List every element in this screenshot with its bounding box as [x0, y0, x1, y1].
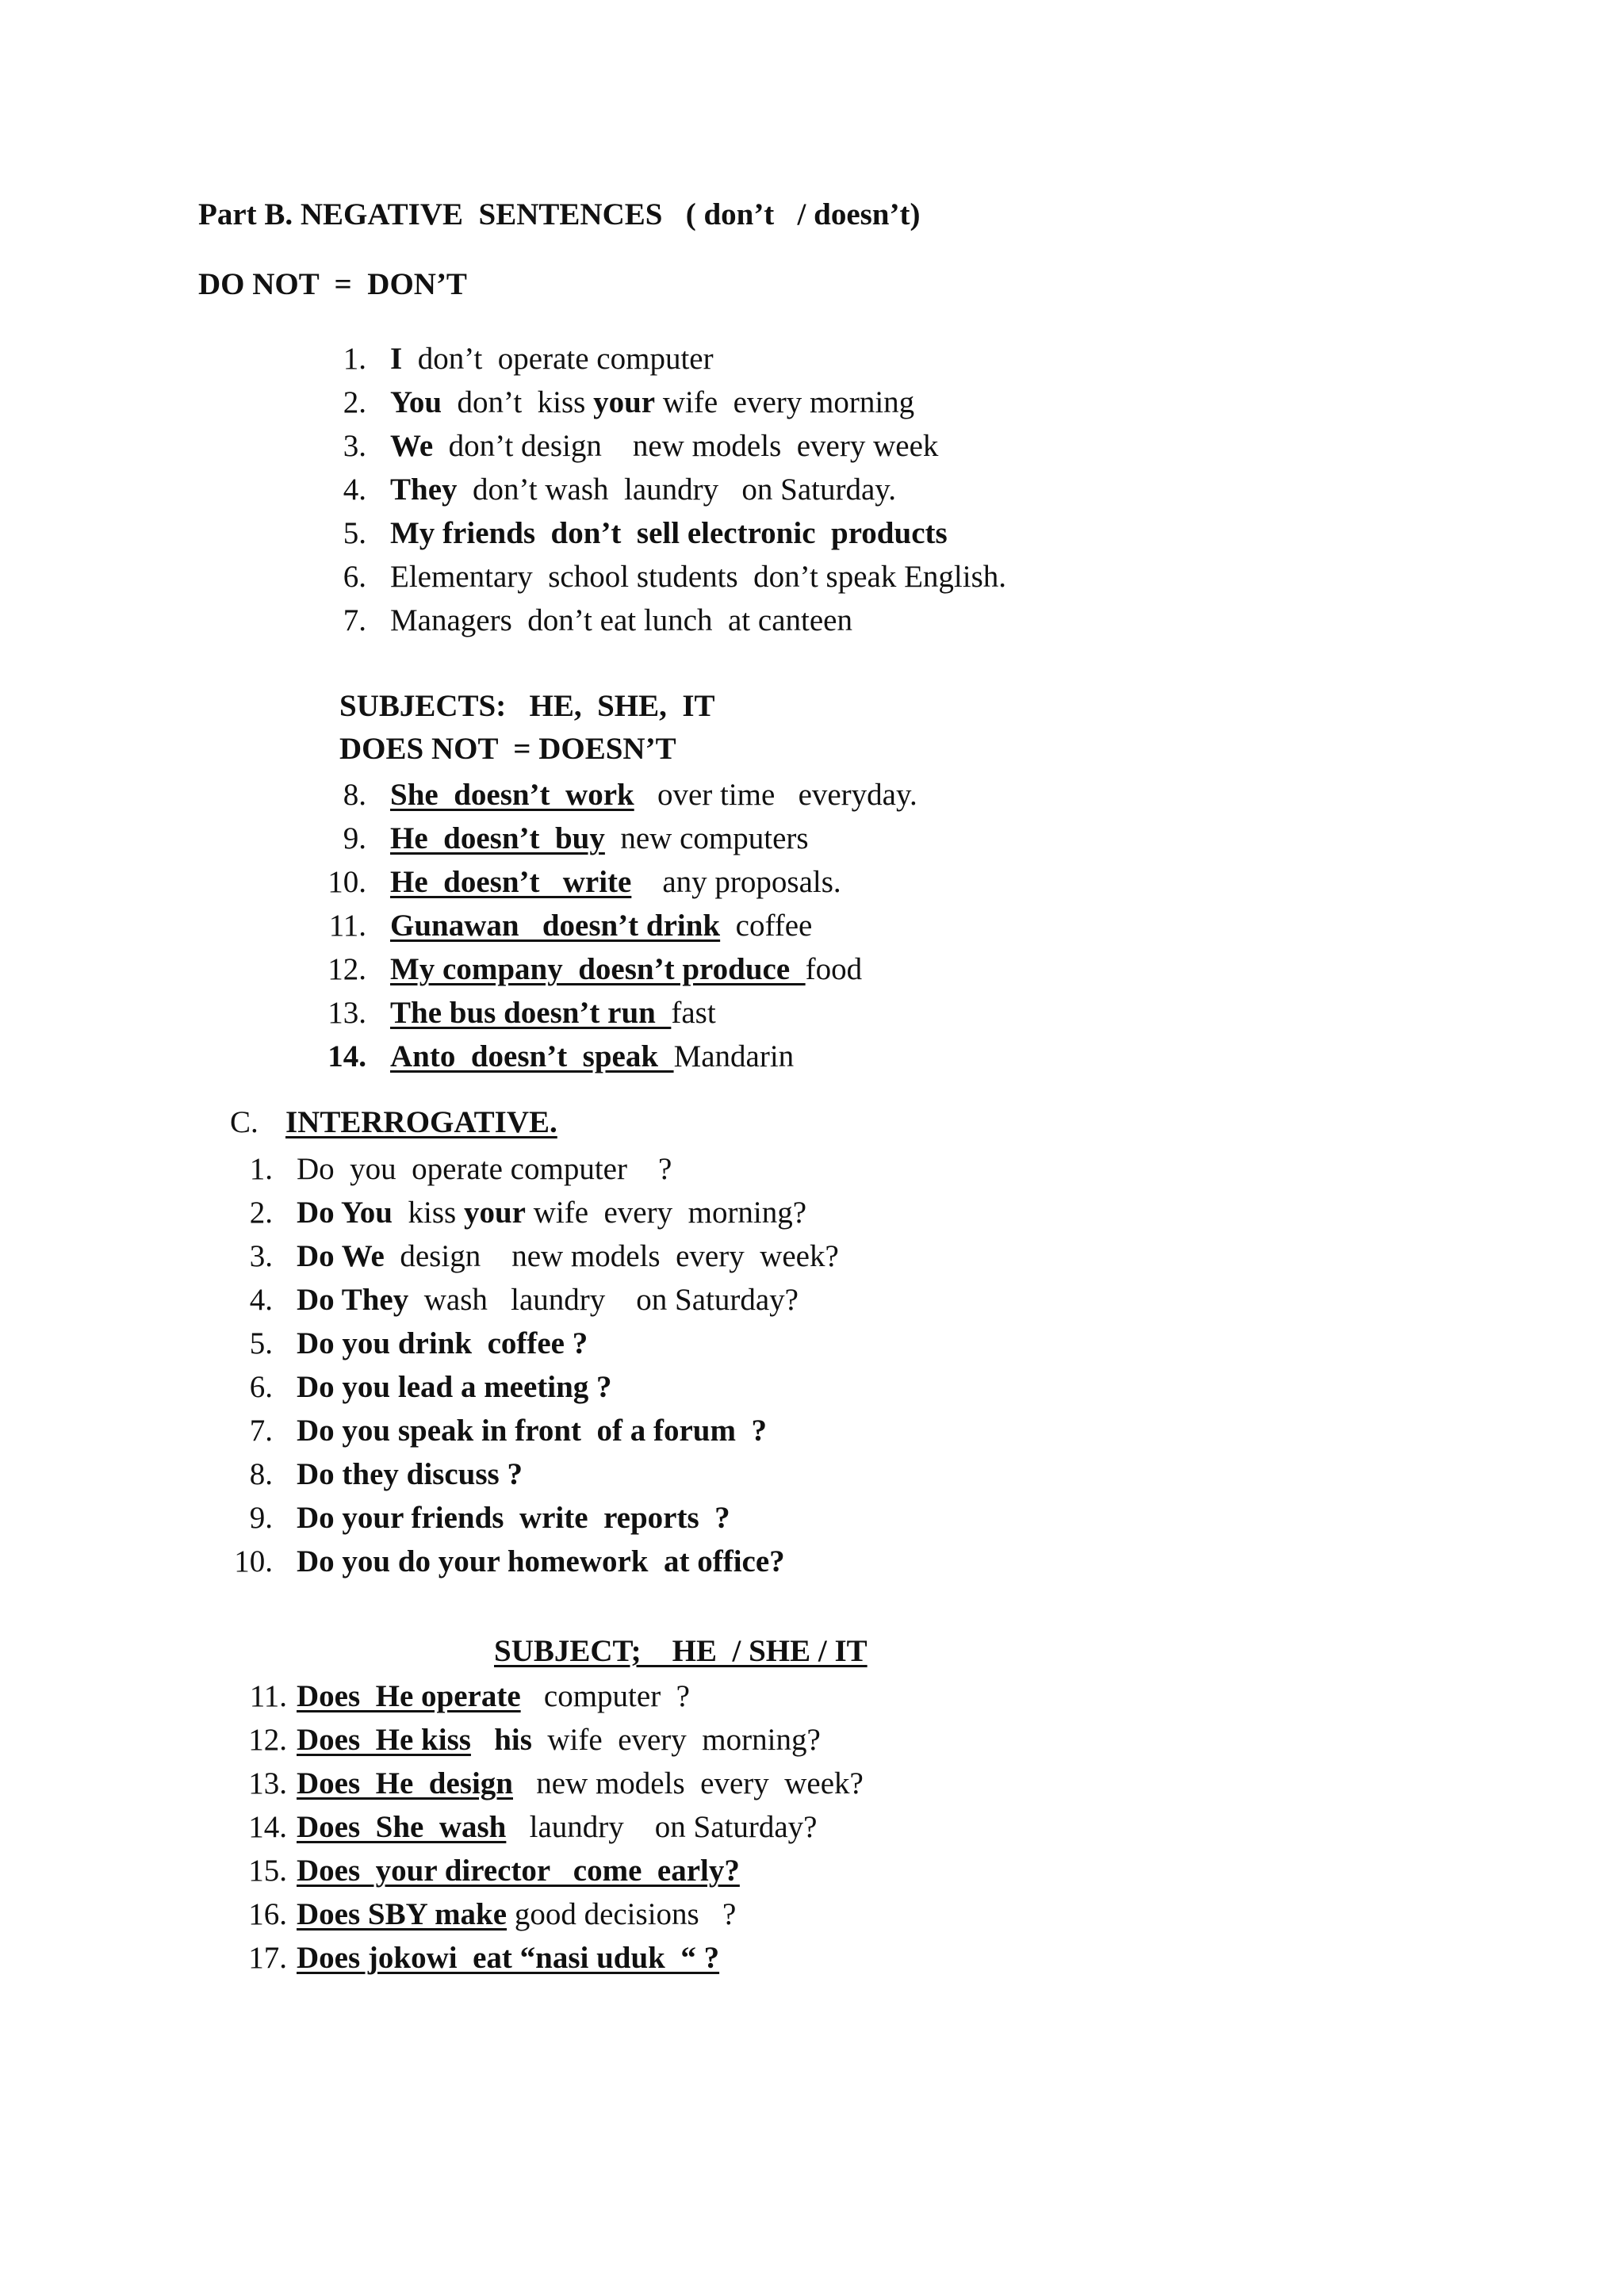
list-item-text: They	[390, 473, 458, 507]
list-item-text: Elementary school students don’t speak English.	[390, 560, 1006, 594]
list-item-text: your	[593, 385, 656, 419]
list-item	[390, 777, 917, 813]
list-item-text: design new models every week?	[384, 1239, 839, 1273]
list-item-text: Does jokowi eat “nasi uduk “ ?	[297, 1941, 720, 1975]
part-c-letter: C.	[230, 1105, 259, 1139]
list-item	[390, 385, 914, 421]
list-item-text: Does He design	[297, 1766, 513, 1800]
list-item-text: Do We	[297, 1239, 385, 1273]
subject-he-she-it-heading: SUBJECT; HE / SHE / IT	[494, 1634, 868, 1668]
list-item-number: 12.	[248, 1723, 287, 1757]
list-item-number: 11.	[328, 909, 366, 943]
list-item	[390, 864, 841, 901]
list-item-number: 13.	[327, 996, 366, 1030]
list-item-number: 7.	[343, 603, 366, 637]
list-item	[297, 1195, 806, 1231]
list-item	[390, 951, 862, 988]
list-item-text: coffee	[720, 909, 813, 943]
list-item-number: 10.	[234, 1544, 273, 1578]
list-item	[297, 1896, 736, 1933]
list-item-text: your	[463, 1196, 526, 1230]
list-item-text: kiss	[393, 1196, 464, 1230]
list-item-text: He doesn’t buy	[390, 821, 605, 855]
list-item-number: 7.	[249, 1414, 273, 1448]
list-item-text: food	[805, 952, 863, 986]
list-item	[297, 1326, 588, 1362]
list-item-text: I	[390, 342, 403, 376]
list-item-number: 5.	[343, 516, 366, 550]
list-item	[297, 1282, 799, 1318]
list-item-text: Gunawan doesn’t drink	[390, 909, 721, 943]
list-item-text: Do You	[297, 1196, 393, 1230]
list-item-number: 9.	[249, 1501, 273, 1535]
list-item-text: Does She wash	[297, 1810, 507, 1844]
list-item-number: 1.	[343, 342, 366, 376]
list-item-text: Mandarin	[673, 1039, 795, 1073]
list-item-text: don’t operate computer	[402, 342, 714, 376]
list-item-text: You	[390, 385, 442, 419]
list-item-number: 16.	[248, 1897, 287, 1931]
list-item-number: 9.	[343, 821, 366, 855]
list-item-text: don’t kiss	[442, 385, 594, 419]
list-item-number: 11.	[249, 1679, 287, 1713]
list-item	[297, 1544, 785, 1580]
list-item	[297, 1678, 690, 1715]
list-item-text: My friends don’t sell electronic products	[390, 516, 948, 550]
part-b-heading: Part B. NEGATIVE SENTENCES ( don’t / doesn’t)	[198, 197, 921, 232]
list-item	[390, 603, 852, 639]
list-item-number: 12.	[327, 952, 366, 986]
list-item-number: 15.	[248, 1854, 287, 1888]
list-item-text: don’t wash laundry on Saturday.	[457, 473, 897, 507]
list-item-text: wife every morning?	[531, 1723, 821, 1757]
list-item-text: Do you speak in front of a forum ?	[297, 1414, 767, 1448]
list-item	[390, 1039, 794, 1075]
list-item-number: 4.	[249, 1283, 273, 1317]
list-item-text: his	[494, 1723, 532, 1757]
list-item-text: The bus doesn’t run	[390, 996, 672, 1030]
list-item	[297, 1940, 719, 1976]
list-item	[297, 1853, 740, 1889]
list-item-text: She doesn’t work	[390, 778, 634, 812]
list-item-number: 2.	[249, 1196, 273, 1230]
list-item-text: wife every morning	[655, 385, 915, 419]
list-item	[390, 559, 1006, 595]
list-item	[297, 1238, 839, 1275]
list-item-text: He doesn’t write	[390, 865, 632, 899]
list-item-text: Do you lead a meeting ?	[297, 1370, 612, 1404]
list-item-text: Do your friends write reports ?	[297, 1501, 730, 1535]
list-item-number: 5.	[249, 1326, 273, 1360]
list-item-number: 4.	[343, 473, 366, 507]
list-item-number: 17.	[248, 1941, 287, 1975]
list-item-text: Do you operate computer ?	[297, 1152, 672, 1186]
list-item-number: 1.	[249, 1152, 273, 1186]
list-item-text: laundry on Saturday?	[506, 1810, 818, 1844]
list-item-number: 6.	[249, 1370, 273, 1404]
list-item-text: computer ?	[520, 1679, 690, 1713]
list-item-number: 10.	[327, 865, 366, 899]
list-item-text: fast	[671, 996, 716, 1030]
list-item-text: My company doesn’t produce	[390, 952, 806, 986]
list-item-number: 6.	[343, 560, 366, 594]
list-item	[390, 341, 714, 377]
list-item	[297, 1369, 612, 1406]
list-item-text: Do They	[297, 1283, 409, 1317]
list-item	[390, 472, 896, 508]
interrogative-heading: INTERROGATIVE.	[285, 1105, 557, 1139]
subjects-label: SUBJECTS: HE, SHE, IT	[339, 689, 715, 723]
list-item-text: Does your director come early?	[297, 1854, 740, 1888]
list-item	[297, 1809, 817, 1846]
list-item	[297, 1456, 523, 1493]
list-item	[297, 1151, 672, 1188]
list-item-text: don’t design new models every week	[433, 429, 939, 463]
list-item-text: Anto doesn’t speak	[390, 1039, 674, 1073]
list-item-number: 3.	[249, 1239, 273, 1273]
do-not-rule: DO NOT = DON’T	[198, 267, 467, 301]
list-item-text: new models every week?	[513, 1766, 864, 1800]
list-item-number: 2.	[343, 385, 366, 419]
list-item-text: Managers don’t eat lunch at canteen	[390, 603, 852, 637]
list-item	[297, 1500, 730, 1536]
list-item-text: any proposals.	[631, 865, 841, 899]
list-item-text: We	[390, 429, 434, 463]
list-item	[390, 995, 716, 1031]
list-item-number: 14.	[327, 1039, 366, 1073]
list-item	[390, 515, 948, 552]
list-item-text	[471, 1723, 494, 1757]
list-item	[390, 428, 938, 465]
list-item-text: wife every morning?	[525, 1196, 807, 1230]
list-item-number: 13.	[248, 1766, 287, 1800]
list-item-text: Does He kiss	[297, 1723, 471, 1757]
list-item-text: Do you do your homework at office?	[297, 1544, 785, 1578]
list-item	[390, 908, 812, 944]
list-item	[297, 1722, 821, 1758]
list-item-text: Do you drink coffee ?	[297, 1326, 588, 1360]
list-item-number: 14.	[248, 1810, 287, 1844]
list-item	[297, 1766, 864, 1802]
list-item	[297, 1413, 767, 1449]
list-item-text: Do they discuss ?	[297, 1457, 523, 1491]
list-item-number: 8.	[249, 1457, 273, 1491]
list-item-text: new computers	[604, 821, 809, 855]
list-item-text: Does SBY make	[297, 1897, 508, 1931]
list-item-text: Does He operate	[297, 1679, 521, 1713]
list-item-text: good decisions ?	[507, 1897, 737, 1931]
list-item	[390, 821, 809, 857]
list-item-number: 3.	[343, 429, 366, 463]
does-not-rule: DOES NOT = DOESN’T	[339, 732, 676, 766]
list-item-text: over time everyday.	[634, 778, 917, 812]
list-item-number: 8.	[343, 778, 366, 812]
list-item-text: wash laundry on Saturday?	[408, 1283, 799, 1317]
